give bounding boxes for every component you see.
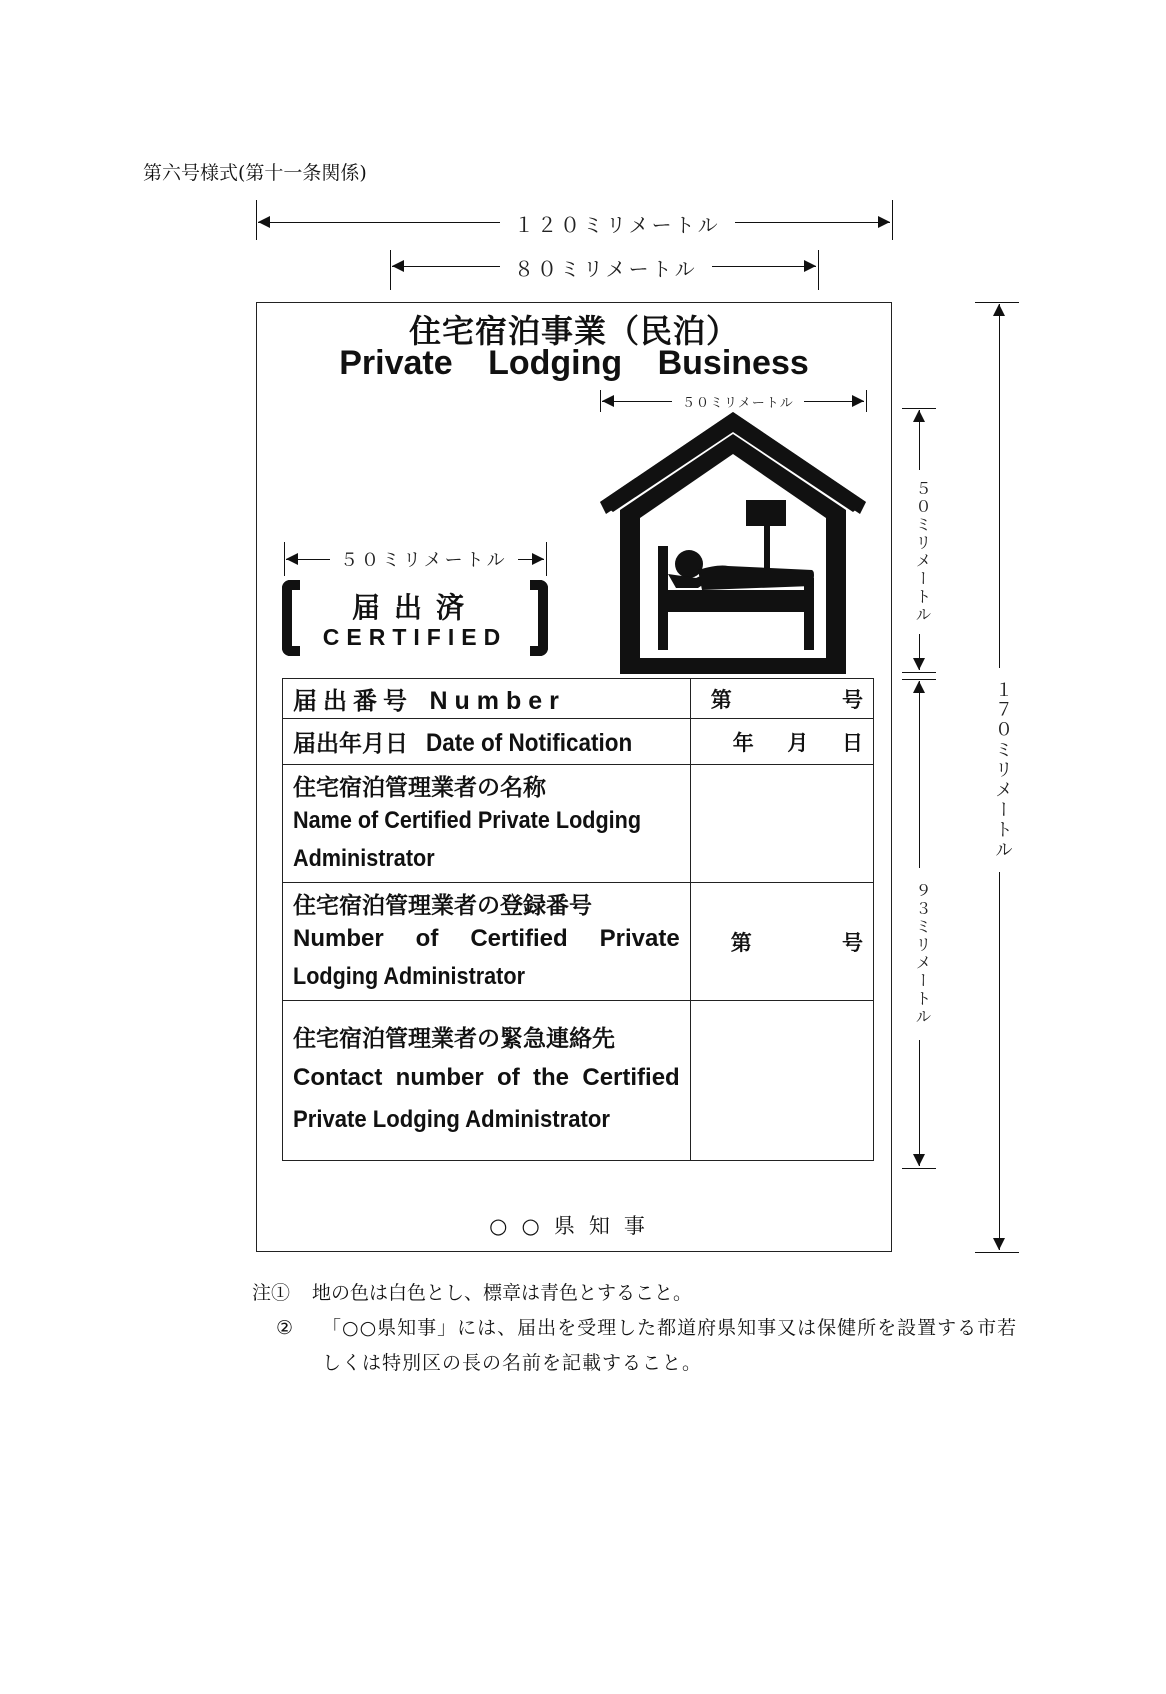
certified-ja: 届出済 <box>351 591 478 624</box>
row-label-ja: 住宅宿泊管理業者の名称 <box>293 774 546 800</box>
width-inner-label: ８０ミリメートル <box>500 253 712 282</box>
certified-badge <box>280 580 550 658</box>
row-value <box>690 883 873 1001</box>
row-label-ja: 届出年月日 <box>293 730 408 756</box>
row-label-en-2: Lodging Administrator <box>293 963 525 990</box>
value-prefix: 第 <box>710 687 732 712</box>
row-label-en-1: Number of Certified Private <box>293 925 680 952</box>
notification-table <box>282 678 874 1161</box>
row-label <box>283 719 691 765</box>
value-prefix: 第 <box>730 930 752 955</box>
value-day: 日 <box>842 730 863 755</box>
house-with-bed-icon <box>598 410 868 674</box>
row-label <box>283 765 691 883</box>
notes <box>252 1276 1032 1381</box>
form-title: 第六号様式(第十一条関係) <box>143 162 367 184</box>
icon-width-label: ５０ミリメートル <box>672 392 804 411</box>
row-label-en: Date of Notification <box>426 729 633 757</box>
note-1-mark: 注① <box>252 1282 291 1304</box>
width-total-label: １２０ミリメートル <box>500 209 735 238</box>
row-label-en-1: Name of Certified Private Lodging <box>293 807 642 834</box>
total-height-label: １７０ミリメートル <box>989 668 1015 872</box>
row-label-en-2: Administrator <box>293 845 435 872</box>
note-1-text: 地の色は白色とし、標章は青色とすること。 <box>312 1282 693 1304</box>
value-suffix: 号 <box>842 687 863 712</box>
row-label <box>283 883 691 1001</box>
certified-width-label: ５０ミリメートル <box>330 546 518 572</box>
row-label-ja: 届出番号 <box>293 688 413 715</box>
row-label-ja: 住宅宿泊管理業者の緊急連絡先 <box>293 1025 615 1051</box>
row-label-ja: 住宅宿泊管理業者の登録番号 <box>293 892 592 918</box>
note-2-text: 「○○県知事」には、届出を受理した都道府県知事又は保健所を設置する市若しくは特別区の長の名前を記載すること。 <box>322 1317 1018 1374</box>
table-height-label: ９３ミリメートル <box>911 868 934 1040</box>
table-row <box>283 765 874 883</box>
row-label-en-2: Private Lodging Administrator <box>293 1106 610 1133</box>
certified-en: CERTIFIED <box>322 624 508 650</box>
sign-title-en: Private Lodging Business <box>339 344 809 382</box>
note-2-mark: ② <box>276 1317 294 1339</box>
row-label <box>283 679 691 719</box>
table-row <box>283 1001 874 1161</box>
value-year: 年 <box>732 730 754 755</box>
table-row <box>283 719 874 765</box>
row-value <box>690 765 873 883</box>
table-row <box>283 679 874 719</box>
row-label <box>283 1001 691 1161</box>
row-value <box>690 719 873 765</box>
row-label-en-1: Contact number of the Certified <box>293 1064 680 1091</box>
note-1 <box>252 1276 1032 1311</box>
sign-title-ja: 住宅宿泊事業（民泊） <box>408 312 739 350</box>
note-2 <box>252 1311 1032 1381</box>
icon-height-label: ５０ミリメートル <box>911 470 934 634</box>
row-label-en: Number <box>429 687 566 715</box>
row-value <box>690 1001 873 1161</box>
governor-name: ○○県知事 <box>489 1214 659 1238</box>
table-row <box>283 883 874 1001</box>
row-value <box>690 679 873 719</box>
value-month: 月 <box>787 730 809 755</box>
value-suffix: 号 <box>842 930 863 955</box>
